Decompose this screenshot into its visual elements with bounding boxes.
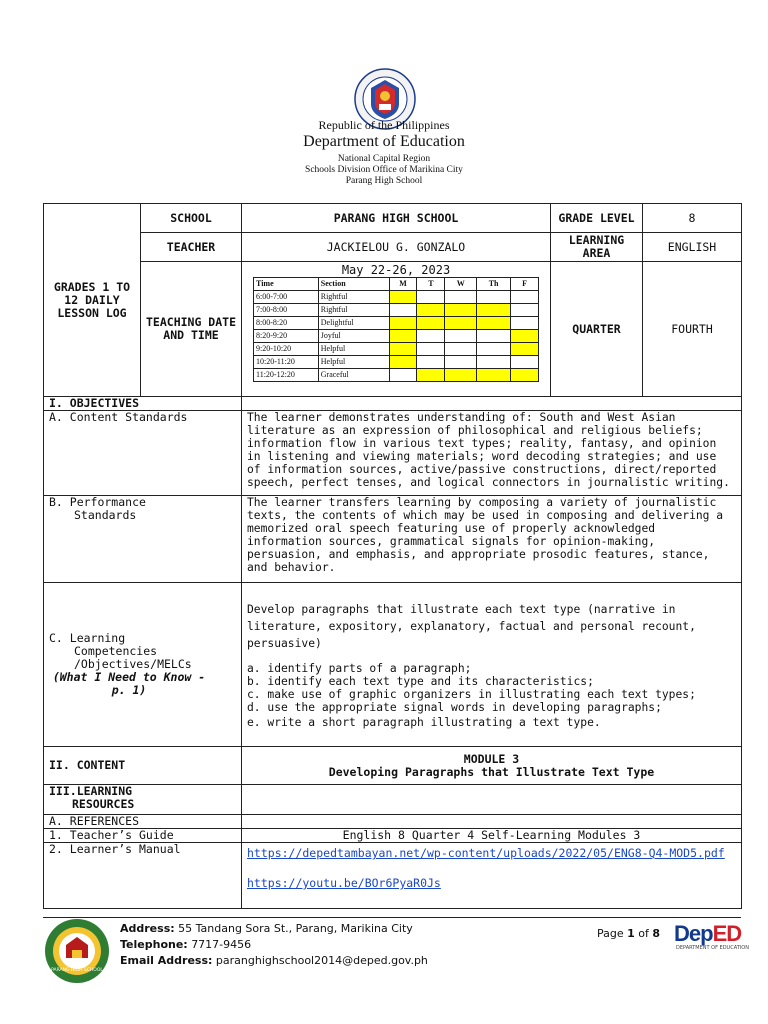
schedule-day-cell (417, 291, 445, 304)
quarter-label: QUARTER (551, 262, 643, 397)
performance-label-1: B. Performance (49, 495, 146, 509)
resources-heading-2: RESOURCES (72, 797, 135, 811)
content-standards-label: A. Content Standards (44, 411, 242, 496)
schedule-day-cell (417, 356, 445, 369)
competency-item-a: a. identify parts of a paragraph; (247, 661, 472, 675)
schedule-day-cell (477, 317, 511, 330)
performance-standards-label-cell (44, 496, 242, 583)
schedule-day-cell (445, 356, 477, 369)
schedule-day-cell (445, 317, 477, 330)
resources-heading-1: III.LEARNING (49, 784, 133, 798)
schedule-day-cell (389, 291, 417, 304)
schedule-day-cell (389, 343, 417, 356)
footer-rule (43, 917, 741, 918)
schedule-day-cell (511, 304, 539, 317)
schedule-day-cell (389, 304, 417, 317)
schedule-header-cell: Time (254, 278, 319, 291)
competency-item-d: d. use the appropriate signal words in developing paragraphs; (247, 700, 662, 714)
footer-contact (120, 921, 428, 969)
schedule-day-cell (417, 330, 445, 343)
schedule-section: Delightful (318, 317, 389, 330)
schedule-day-cell (511, 369, 539, 382)
schedule-day-cell (477, 343, 511, 356)
deped-logo-ed: ED (712, 921, 742, 946)
competency-label-1: C. Learning (49, 631, 126, 645)
schedule-row (254, 304, 539, 317)
schedule-time: 8:20-9:20 (254, 330, 319, 343)
module-pdf-link[interactable]: https://depedtambayan.net/wp-content/uploads/2022/05/ENG8-Q4-MOD5.pdf (247, 846, 725, 860)
schedule-day-cell (511, 356, 539, 369)
telephone-value: 7717-9456 (191, 938, 252, 951)
competency-label-2: Competencies (74, 644, 158, 658)
module-title: Developing Paragraphs that Illustrate Text Type (328, 764, 655, 779)
schedule-header-cell: M (389, 278, 417, 291)
schedule-section: Rightful (318, 291, 389, 304)
competencies-text-cell (242, 583, 742, 747)
competency-item-c: c. make use of graphic organizers in illustrating each text types; (247, 687, 696, 701)
schedule-section: Joyful (318, 330, 389, 343)
schedule-day-cell (477, 356, 511, 369)
schedule-day-cell (477, 330, 511, 343)
content-heading: II. CONTENT (44, 747, 242, 785)
schedule-day-cell (445, 343, 477, 356)
schedule-day-cell (417, 317, 445, 330)
performance-standards-text: The learner transfers learning by composing a variety of journalistic texts, the contents of which may be used in composing and delivering a memorized oral speech featuring use of properly acknowledged information sources, grammatical signals for opinion-making, persuasion, and emphasis, and appropriate prosodic features, stance, and behavior. (242, 496, 742, 583)
schedule-time: 9:20-10:20 (254, 343, 319, 356)
teacher-value: JACKIELOU G. GONZALO (242, 233, 551, 262)
schedule-day-cell (511, 330, 539, 343)
competency-note: (What I Need to Know - p. 1) (52, 670, 206, 697)
schedule-day-cell (417, 369, 445, 382)
resources-heading-cell (44, 785, 242, 815)
resources-heading-blank (242, 785, 742, 815)
page-current: 1 (627, 927, 635, 940)
deped-logo-dep: Dep (674, 921, 713, 946)
schedule-time: 6:00-7:00 (254, 291, 319, 304)
department-name: Department of Education (303, 133, 465, 150)
date-value: May 22-26, 2023 (341, 263, 451, 277)
schedule-day-cell (511, 343, 539, 356)
page-prefix: Page (597, 927, 624, 940)
deped-logo-subtitle: DEPARTMENT OF EDUCATION (676, 945, 749, 951)
quarter-value: FOURTH (643, 262, 742, 397)
teacher-label: TEACHER (141, 233, 242, 262)
address-value: 55 Tandang Sora St., Parang, Marikina City (178, 922, 413, 935)
deped-logo (674, 921, 741, 947)
schedule-time: 11:20-12:20 (254, 369, 319, 382)
parang-high-school-logo (44, 918, 110, 984)
page-of: of (638, 927, 649, 940)
objectives-heading-blank (242, 397, 742, 411)
schedule-row (254, 343, 539, 356)
schedule-section: Graceful (318, 369, 389, 382)
address-label: Address: (120, 922, 175, 935)
schedule-time: 7:00-8:00 (254, 304, 319, 317)
page-total: 8 (652, 927, 661, 940)
schedule-day-cell (477, 304, 511, 317)
grade-value: 8 (643, 204, 742, 233)
schedule-section: Helpful (318, 356, 389, 369)
schedule-row (254, 356, 539, 369)
daily-lesson-log-table (43, 203, 742, 909)
performance-label-2: Standards (74, 508, 137, 522)
school-label: SCHOOL (141, 204, 242, 233)
schedule-table (253, 277, 539, 382)
module-number: MODULE 3 (463, 751, 520, 766)
schedule-header-cell: Th (477, 278, 511, 291)
competency-intro: Develop paragraphs that illustrate each text type (narrative in literature, expository, explanatory, factual and personal recount, persuasive) (247, 602, 696, 650)
schedule-header-cell: Section (318, 278, 389, 291)
dll-title: GRADES 1 TO 12 DAILY LESSON LOG (44, 204, 141, 397)
schedule-time: 10:20-11:20 (254, 356, 319, 369)
competency-item-e: e. write a short paragraph illustrating a text type. (247, 715, 601, 729)
region-line: National Capital Region (337, 154, 431, 164)
schedule-row (254, 369, 539, 382)
division-line: Schools Division Office of Marikina City (305, 165, 463, 175)
republic-line: Republic of the Philippines (318, 118, 450, 132)
schedule-row (254, 291, 539, 304)
competency-item-b: b. identify each text type and its characteristics; (247, 674, 594, 688)
schedule-row (254, 317, 539, 330)
schedule-row (254, 330, 539, 343)
area-value: ENGLISH (643, 233, 742, 262)
email-value: paranghighschool2014@deped.gov.ph (215, 954, 428, 967)
schedule-day-cell (477, 369, 511, 382)
school-line: Parang High School (345, 176, 423, 186)
schedule-section: Helpful (318, 343, 389, 356)
schedule-day-cell (445, 369, 477, 382)
youtube-link[interactable]: https://youtu.be/BOr6PyaR0Js (247, 876, 441, 890)
grade-label: GRADE LEVEL (551, 204, 643, 233)
objectives-heading: I. OBJECTIVES (44, 397, 242, 411)
schedule-time: 8:00-8:20 (254, 317, 319, 330)
school-logo-text: PARANG HIGH SCHOOL (51, 968, 103, 973)
schedule-day-cell (511, 291, 539, 304)
references-blank (242, 815, 742, 829)
school-value: PARANG HIGH SCHOOL (242, 204, 551, 233)
schedule-day-cell (511, 317, 539, 330)
schedule-header-cell: F (511, 278, 539, 291)
schedule-header-cell: W (445, 278, 477, 291)
schedule-day-cell (445, 291, 477, 304)
telephone-label: Telephone: (120, 938, 188, 951)
area-label: LEARNING AREA (551, 233, 643, 262)
schedule-day-cell (417, 304, 445, 317)
schedule-header-row (254, 278, 539, 291)
content-standards-text: The learner demonstrates understanding of: South and West Asian literature as an expression of philosophical and religious beliefs; information flow in various text types; reality, fantasy, and opinion in listening and viewing materials; word decoding strategies; and use of information sources, active/passive constructions, direct/reported speech, perfect tenses, and logical connectors in journalistic writing. (242, 411, 742, 496)
email-label: Email Address: (120, 954, 213, 967)
content-module-cell (242, 747, 742, 785)
schedule-day-cell (389, 330, 417, 343)
date-label: TEACHING DATE AND TIME (141, 262, 242, 397)
page-number (597, 927, 660, 940)
competencies-label-cell (44, 583, 242, 747)
schedule-day-cell (445, 304, 477, 317)
schedule-day-cell (477, 291, 511, 304)
competency-label-3: /Objectives/MELCs (74, 657, 192, 671)
teachers-guide-value: English 8 Quarter 4 Self-Learning Modules 3 (242, 829, 742, 843)
schedule-day-cell (389, 317, 417, 330)
schedule-header-cell: T (417, 278, 445, 291)
references-label: A. REFERENCES (44, 815, 242, 829)
schedule-day-cell (417, 343, 445, 356)
teachers-guide-label: 1. Teacher’s Guide (44, 829, 242, 843)
schedule-day-cell (389, 356, 417, 369)
schedule-day-cell (389, 369, 417, 382)
date-time-cell (242, 262, 551, 397)
learners-manual-label: 2. Learner’s Manual (44, 843, 242, 909)
learners-manual-links (242, 843, 742, 909)
schedule-day-cell (445, 330, 477, 343)
schedule-section: Rightful (318, 304, 389, 317)
